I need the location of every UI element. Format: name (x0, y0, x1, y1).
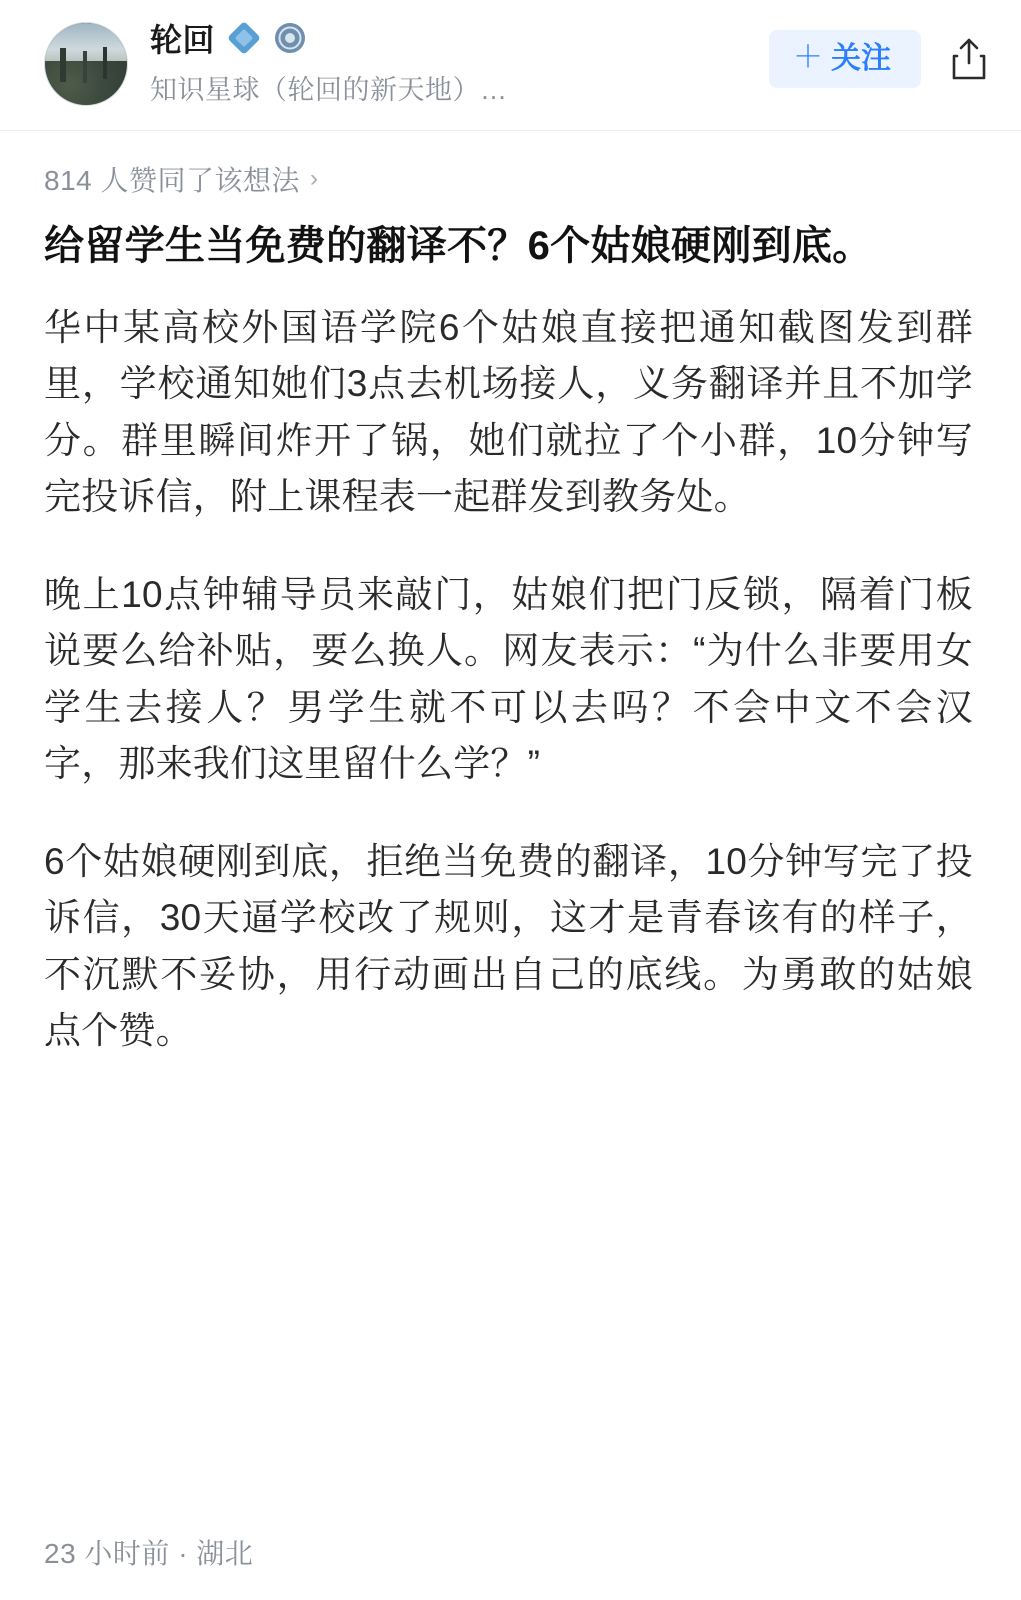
follow-button[interactable] (769, 30, 921, 88)
share-button[interactable] (947, 36, 991, 84)
author-name-row (150, 16, 769, 60)
chevron-right-icon: › (310, 165, 319, 192)
post-paragraph: 晚上10点钟辅导员来敲门，姑娘们把门反锁，隔着门板说要么给补贴，要么换人。网友表示：“为什么非要用女学生去接人？男学生就不可以去吗？不会中文不会汉字，那来我们这里留什么学？” (44, 574, 973, 784)
diamond-badge-icon (227, 21, 261, 55)
post-paragraph: 华中某高校外国语学院6个姑娘直接把通知截图发到群里，学校通知她们3点去机场接人，义务翻译并且不加学分。群里瞬间炸开了锅，她们就拉了个小群，10分钟写完投诉信，附上课程表一起群发到教务处。 (44, 307, 973, 517)
upvote-line[interactable] (0, 131, 1021, 209)
post-paragraph: 6个姑娘硬刚到底，拒绝当免费的翻译，10分钟写完了投诉信，30天逼学校改了规则，这才是青春该有的样子，不沉默不妥协，用行动画出自己的底线。为勇敢的姑娘点个赞。 (44, 841, 973, 1051)
follow-label: 关注 (831, 42, 891, 75)
share-icon (949, 36, 989, 82)
plus-icon: ＋ (793, 41, 823, 74)
author-name[interactable]: 轮回 (150, 22, 216, 58)
upvote-text: 814 人赞同了该想法 (44, 165, 300, 196)
post-content (0, 209, 1021, 1059)
circle-badge-icon (273, 21, 307, 55)
post-meta: 23 小时前 · 湖北 (44, 1538, 254, 1569)
post-header (0, 0, 1021, 122)
page-title: 给留学生当免费的翻译不？6个姑娘硬刚到底。 (44, 224, 873, 268)
avatar[interactable] (44, 22, 128, 106)
author-subtitle: 知识星球（轮回的新天地）… (150, 75, 508, 105)
post-body (44, 300, 973, 1059)
author-info (150, 16, 769, 107)
